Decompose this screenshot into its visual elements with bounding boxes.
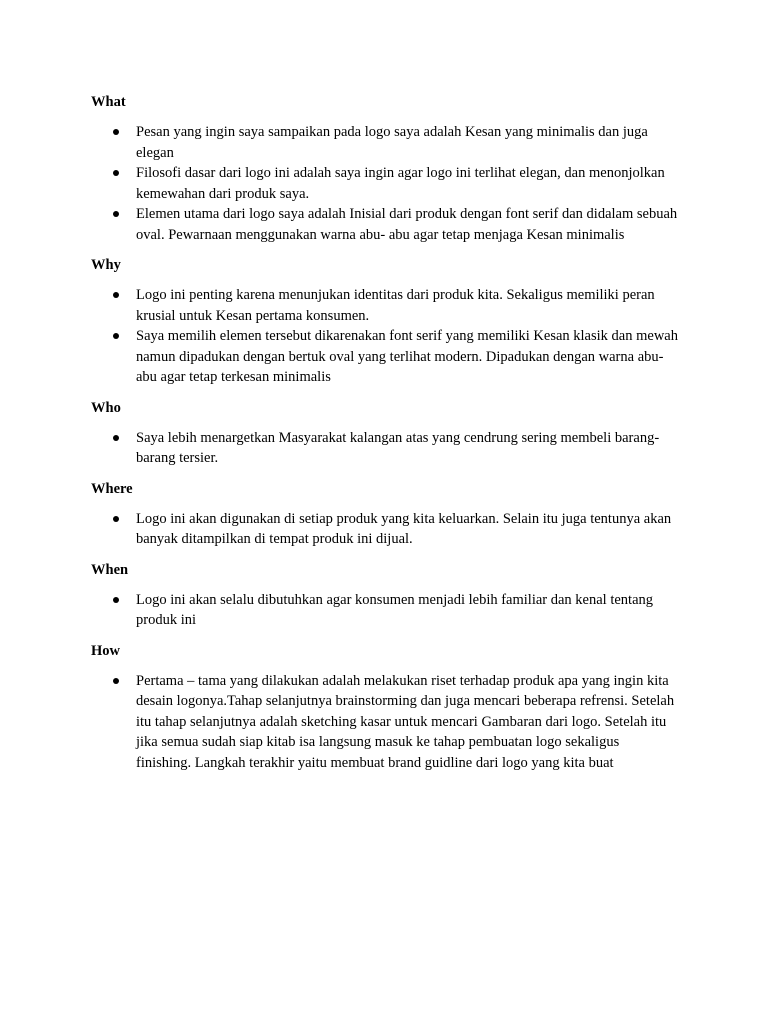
section-who — [91, 398, 678, 469]
section-what — [91, 92, 678, 245]
section-where — [91, 479, 678, 550]
bullet-list-what — [91, 122, 678, 245]
bullet-icon — [113, 435, 119, 441]
list-item-text: Elemen utama dari logo saya adalah Inisial dari produk dengan font serif dan didalam sebuah oval. Pewarnaan menggunakan warna abu- abu agar tetap menjaga Kesan minimalis — [136, 206, 678, 243]
section-heading-where: Where — [91, 480, 133, 497]
list-item — [91, 122, 678, 163]
section-heading-who: Who — [91, 399, 121, 416]
list-item-text: Saya memilih elemen tersebut dikarenakan font serif yang memiliki Kesan klasik dan mewah namun dipadukan dengan bertuk oval yang terlihat modern. Dipadukan dengan warna abu-abu agar tetap terkesan minimalis — [136, 328, 678, 385]
section-why — [91, 255, 678, 388]
list-item-text: Logo ini akan digunakan di setiap produk yang kita keluarkan. Selain itu juga tentunya akan banyak ditampilkan di tempat produk ini dijual. — [136, 510, 672, 547]
list-item — [91, 590, 678, 631]
list-item-text: Logo ini akan selalu dibutuhkan agar konsumen menjadi lebih familiar dan kenal tentang produk ini — [136, 591, 654, 628]
bullet-icon — [113, 292, 119, 298]
list-item-text: Pesan yang ingin saya sampaikan pada logo saya adalah Kesan yang minimalis dan juga elegan — [136, 124, 648, 161]
list-item-text: Saya lebih menargetkan Masyarakat kalangan atas yang cendrung sering membeli barang-barang tersier. — [136, 429, 660, 466]
bullet-list-who — [91, 428, 678, 469]
section-heading-why: Why — [91, 257, 121, 273]
bullet-list-where — [91, 509, 678, 550]
list-item — [91, 509, 678, 550]
bullet-icon — [113, 170, 119, 176]
section-heading-what: What — [91, 94, 126, 110]
list-item — [91, 204, 678, 245]
bullet-icon — [113, 516, 119, 522]
bullet-list-when — [91, 590, 678, 631]
section-heading-how: How — [91, 642, 120, 659]
list-item — [91, 163, 678, 204]
bullet-icon — [113, 211, 119, 217]
list-item-text: Pertama – tama yang dilakukan adalah melakukan riset terhadap produk apa yang ingin kita desain logonya.Tahap selanjutnya brainstorming dan juga mencari beberapa refrensi. Setelah itu tahap selanjutnya adalah sketching kasar untuk mencari Gambaran dari logo. Setelah itu jika semua sudah siap kitab isa langsung masuk ke tahap pembuatan logo sekaligus finishing. Langkah terakhir yaitu membuat brand guidline dari logo yang kita buat — [136, 672, 675, 771]
section-how — [91, 641, 678, 774]
bullet-icon — [113, 678, 119, 684]
section-heading-when: When — [91, 561, 129, 578]
section-when — [91, 560, 678, 631]
list-item — [91, 428, 678, 469]
bullet-list-why — [91, 285, 678, 388]
list-item-text: Logo ini penting karena menunjukan identitas dari produk kita. Sekaligus memiliki peran krusial untuk Kesan pertama konsumen. — [136, 287, 655, 324]
bullet-icon — [113, 129, 119, 135]
list-item — [91, 326, 678, 388]
list-item-text: Filosofi dasar dari logo ini adalah saya ingin agar logo ini terlihat elegan, dan menonjolkan kemewahan dari produk saya. — [136, 165, 665, 202]
list-item — [91, 285, 678, 326]
bullet-icon — [113, 597, 119, 603]
bullet-list-how — [91, 671, 678, 774]
list-item — [91, 671, 678, 774]
bullet-icon — [113, 333, 119, 339]
